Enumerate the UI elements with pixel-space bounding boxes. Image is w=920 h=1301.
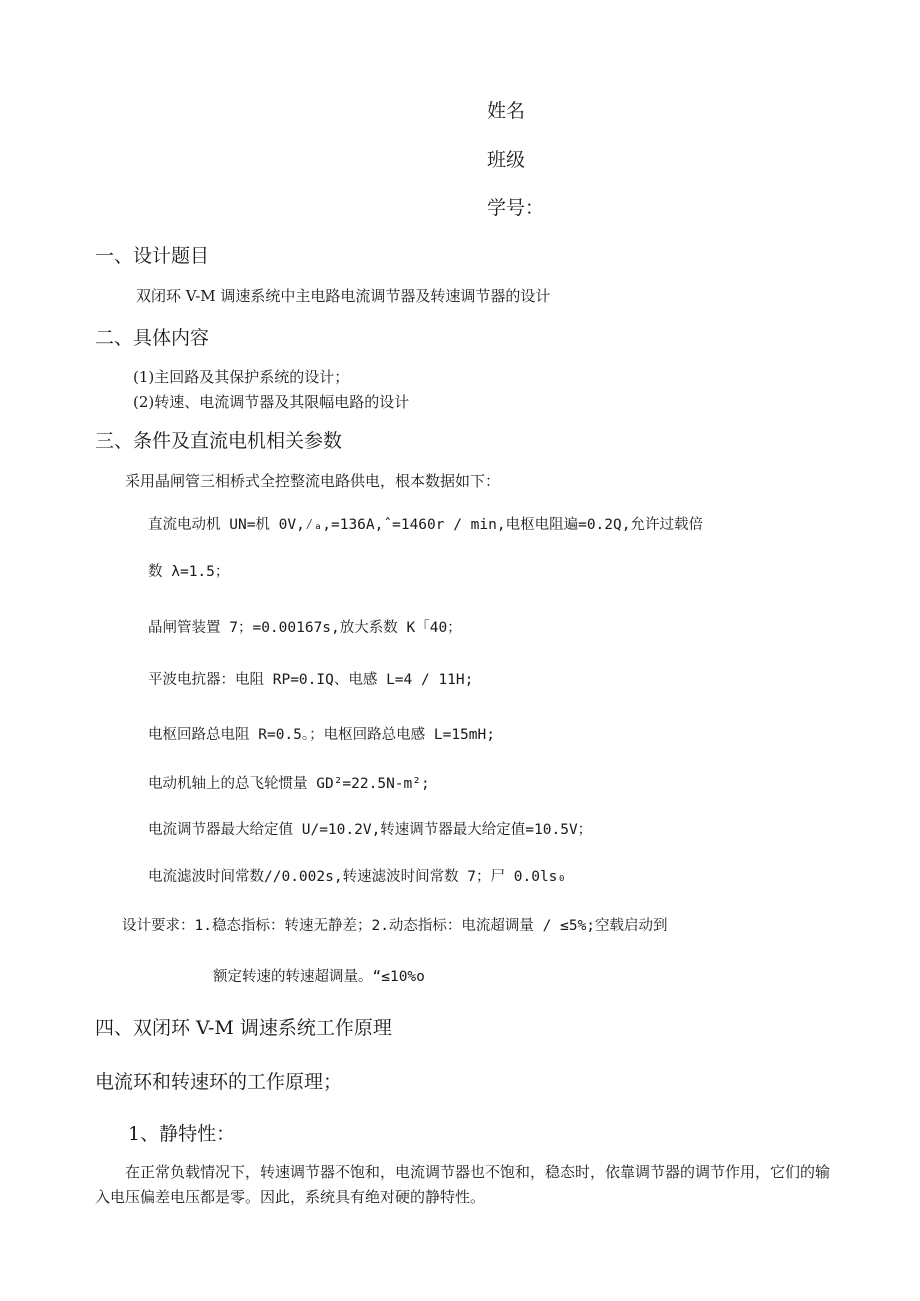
design-requirements-line-2: 额定转速的转速超调量。“≤10%o (213, 969, 425, 985)
param-armature: 电枢回路总电阻 R=0.5。；电枢回路总电感 L=15mH; (148, 727, 495, 743)
design-requirements-line-1: 设计要求：1.稳态指标：转速无静差；2.动态指标：电流超调量 / ≤5%;空载启动到 (122, 918, 668, 934)
section-4-item-1: 1、静特性： (128, 1123, 236, 1145)
section-3-intro: 采用晶闸管三相桥式全控整流电路供电，根本数据如下： (125, 472, 501, 490)
static-characteristic-paragraph: 在正常负载情况下，转速调节器不饱和，电流调节器也不饱和，稳态时，依靠调节器的调节作用，它们的输入电压偏差电压都是零。因此，系统具有绝对硬的静特性。 (95, 1163, 831, 1206)
section-1-body: 双闭环 V-M 调速系统中主电路电流调节器及转速调节器的设计 (136, 287, 551, 305)
param-filter-constants: 电流滤波时间常数//0.002s,转速滤波时间常数 7；尸 0.0ls₀ (148, 869, 567, 885)
section-2-item-1: (1)主回路及其保护系统的设计； (133, 368, 350, 386)
student-id-label: 学号： (487, 197, 545, 219)
param-motor-line-2: 数 λ=1.5； (148, 564, 230, 580)
section-2-title: 二、具体内容 (95, 327, 210, 349)
class-label: 班级 (487, 149, 526, 171)
section-4-subtitle: 电流环和转速环的工作原理； (95, 1071, 343, 1093)
section-3-title: 三、条件及直流电机相关参数 (95, 430, 343, 452)
section-1-title: 一、设计题目 (95, 245, 210, 267)
param-thyristor: 晶闸管装置 7；=0.00167s,放大系数 K「40； (148, 620, 462, 636)
name-label: 姓名 (487, 100, 526, 122)
param-motor-line-1: 直流电动机 UN=机 0V,⁄ₐ,=136A,ˆ=1460r / min,电枢电阻遍=0.2Q,允许过载倍 (148, 517, 703, 533)
section-4-title: 四、双闭环 V-M 调速系统工作原理 (95, 1017, 392, 1039)
param-inertia: 电动机轴上的总飞轮惯量 GD²=22.5N-m²; (148, 776, 430, 792)
section-2-item-2: (2)转速、电流调节器及其限幅电路的设计 (133, 393, 410, 411)
param-reactor: 平波电抗器：电阻 RP=0.IQ、电感 L=4 / 11H; (148, 672, 474, 688)
param-regulator-limits: 电流调节器最大给定值 U/=10.2V,转速调节器最大给定值=10.5V； (148, 822, 593, 838)
